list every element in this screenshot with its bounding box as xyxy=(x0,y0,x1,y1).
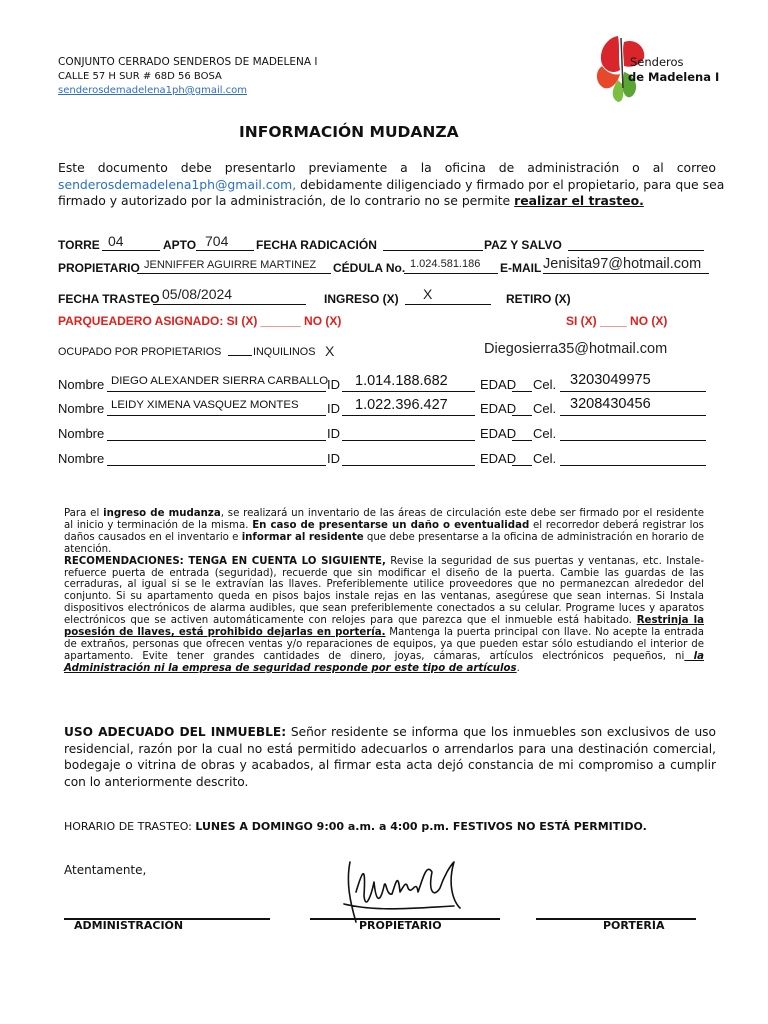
ocupado-field[interactable] xyxy=(228,355,252,356)
extra-email: Diegosierra35@hotmail.com xyxy=(484,341,668,357)
intro-line-3 xyxy=(58,193,716,210)
edad-label: EDAD xyxy=(480,451,517,466)
nombre-field[interactable]: LEIDY XIMENA VASQUEZ MONTES xyxy=(111,399,299,411)
id-label: ID xyxy=(327,426,340,441)
intro-line-2 xyxy=(58,176,725,194)
org-email-link[interactable]: senderosdemadelena1ph@gmail.com xyxy=(58,85,248,96)
uso-label: USO ADECUADO DEL INMUEBLE: xyxy=(64,725,287,739)
id-label: ID xyxy=(327,377,340,392)
email-field[interactable]: Jenisita97@hotmail.com xyxy=(543,256,702,272)
owner-signature-label: PROPIETARIO xyxy=(359,919,442,932)
intro-line-2-text: debidamente diligenciado y firmado por el propietario, para que sea xyxy=(300,176,725,192)
id-field[interactable]: 1.022.396.427 xyxy=(355,397,448,413)
uso-text: Señor residente se informa que los inmuebles son exclusivos de uso residencial, razón por la cual no está permitido adecuarlos o arrendarlos para una destinación comercial, bodegaje o vitrina de obras y acabados, al firmar esta acta dejó constancia de mi compromiso a cumplir con lo anteriormente descrito. xyxy=(64,725,716,789)
cel-label: Cel. xyxy=(533,401,557,416)
logo-text-1: Senderos xyxy=(630,55,684,69)
horario-label: HORARIO DE TRASTEO: xyxy=(64,820,196,833)
fecha-trasteo-field[interactable]: 05/08/2024 xyxy=(162,286,233,302)
retiro-label: RETIRO (X) xyxy=(506,292,571,306)
cedula-label: CÉDULA No. xyxy=(333,261,406,275)
apto-label: APTO xyxy=(163,238,197,252)
porteria-signature-label: PORTERÍA xyxy=(603,919,665,932)
owner-signature xyxy=(336,852,466,924)
nombre-field[interactable]: DIEGO ALEXANDER SIERRA CARBALLO xyxy=(111,375,329,387)
edad-label: EDAD xyxy=(480,377,517,392)
torre-label: TORRE xyxy=(58,238,100,252)
ingreso-label: INGRESO (X) xyxy=(324,292,399,306)
logo-text-2: de Madelena I xyxy=(628,70,720,84)
edad-label: EDAD xyxy=(480,401,517,416)
edad-field[interactable] xyxy=(512,415,532,416)
id-field[interactable]: 1.014.188.682 xyxy=(355,373,448,389)
cel-label: Cel. xyxy=(533,451,557,466)
cel-field[interactable]: 3203049975 xyxy=(570,372,651,388)
admin-signature-label: ADMINISTRACIÓN xyxy=(74,919,184,932)
nombre-label: Nombre xyxy=(58,401,105,416)
nombre-label: Nombre xyxy=(58,451,105,466)
paz-salvo-label: PAZ Y SALVO xyxy=(484,238,562,252)
inquilinos-field[interactable]: X xyxy=(325,343,335,359)
propietario-label: PROPIETARIO xyxy=(58,261,140,275)
nombre-label: Nombre xyxy=(58,377,105,392)
torre-field[interactable]: 04 xyxy=(108,233,124,249)
edad-field[interactable] xyxy=(512,391,532,392)
horario-line xyxy=(64,820,647,833)
intro-line-3-text: firmado y autorizado por la administración, de lo contrario no se permite xyxy=(58,193,511,209)
uso-paragraph xyxy=(64,724,716,790)
ocupado-label: OCUPADO POR PROPIETARIOS xyxy=(58,346,222,358)
rules-paragraph-1: Para el ingreso de mudanza, se realizará un inventario de las áreas de circulación este debe ser firmado por el residente al inicio y terminación de la misma. En caso de presentarse un daño o eventualidad el recorredor deberá registrar los daños causados en el inventario e informar al residente que debe presentarse a la oficina de administración en horario de atención. xyxy=(64,508,704,555)
edad-field[interactable] xyxy=(512,440,532,441)
cel-field[interactable]: 3208430456 xyxy=(570,396,651,412)
org-address: CALLE 57 H SUR # 68D 56 BOSA xyxy=(58,71,222,82)
fecha-radicacion-label: FECHA RADICACIÓN xyxy=(256,238,377,252)
fecha-trasteo-label: FECHA TRASTEO xyxy=(58,292,160,306)
horario-value: LUNES A DOMINGO 9:00 a.m. a 4:00 p.m. FESTIVOS NO ESTÁ PERMITIDO. xyxy=(195,820,647,833)
cel-label: Cel. xyxy=(533,377,557,392)
intro-line-3-bold: realizar el trasteo. xyxy=(514,193,644,209)
propietario-field[interactable]: JENNIFFER AGUIRRE MARTINEZ xyxy=(144,259,317,271)
apto-field[interactable]: 704 xyxy=(205,233,229,249)
intro-line-1: Este documento debe presentarlo previamente a la oficina de administración o al correo xyxy=(58,160,716,175)
edad-label: EDAD xyxy=(480,426,517,441)
inquilinos-label: INQUILINOS xyxy=(253,346,316,358)
email-label: E-MAIL xyxy=(500,261,542,275)
intro-email-link[interactable]: senderosdemadelena1ph@gmail.com, xyxy=(58,176,297,192)
paz-salvo-field[interactable] xyxy=(568,250,704,251)
nombre-label: Nombre xyxy=(58,426,105,441)
page-title: INFORMACIÓN MUDANZA xyxy=(239,123,459,141)
cel-label: Cel. xyxy=(533,426,557,441)
intro-paragraph xyxy=(58,160,725,210)
id-label: ID xyxy=(327,401,340,416)
closing-text: Atentamente, xyxy=(64,863,147,877)
parqueadero-right-label: SI (X) ____ NO (X) xyxy=(566,314,668,328)
org-name: CONJUNTO CERRADO SENDEROS DE MADELENA I xyxy=(58,56,318,68)
fecha-radicacion-field[interactable] xyxy=(383,250,483,251)
parqueadero-label: PARQUEADERO ASIGNADO: SI (X) ______ NO (X) xyxy=(58,314,342,328)
id-label: ID xyxy=(327,451,340,466)
cedula-field[interactable]: 1.024.581.186 xyxy=(410,258,481,270)
rules-paragraph-2: RECOMENDACIONES: TENGA EN CUENTA LO SIGUIENTE, Revise la seguridad de sus puertas y ventanas, etc. Instale-refuerce puerta de entrada (seguridad), recuerde que sin modificar el diseño de la puerta. Cambie las guardas de las cerraduras, al igual si se le extravían las llaves. Preferiblemente utilice proveedores que no permanezcan alrededor del conjunto. Si su apartamento queda en pisos bajos instale rejas en las ventanas, asegúrese que sean internas. Si Instala dispositivos electrónicos de alarma audibles, que sean preferiblemente conectados a su celular. Programe luces y aparatos electrónicos que se activen automáticamente con relojes para que parezca que el inmueble está habitado. Restrinja la posesión de llaves, está prohibido dejarlas en portería. Mantenga la puerta principal con llave. No acepte la entrada de extraños, personas que ofrecen ventas y/o reparaciones de equipos, ya que pueden estar sólo estudiando el interior de apartamento. Evite tener grandes cantidades de dinero, joyas, cámaras, artículos electrónicos pequeños, ni la Administración ni la empresa de seguridad responde por este tipo de artículos. xyxy=(64,555,704,674)
edad-field[interactable] xyxy=(512,465,532,466)
ingreso-field[interactable]: X xyxy=(423,286,433,302)
rules-text xyxy=(64,508,704,675)
